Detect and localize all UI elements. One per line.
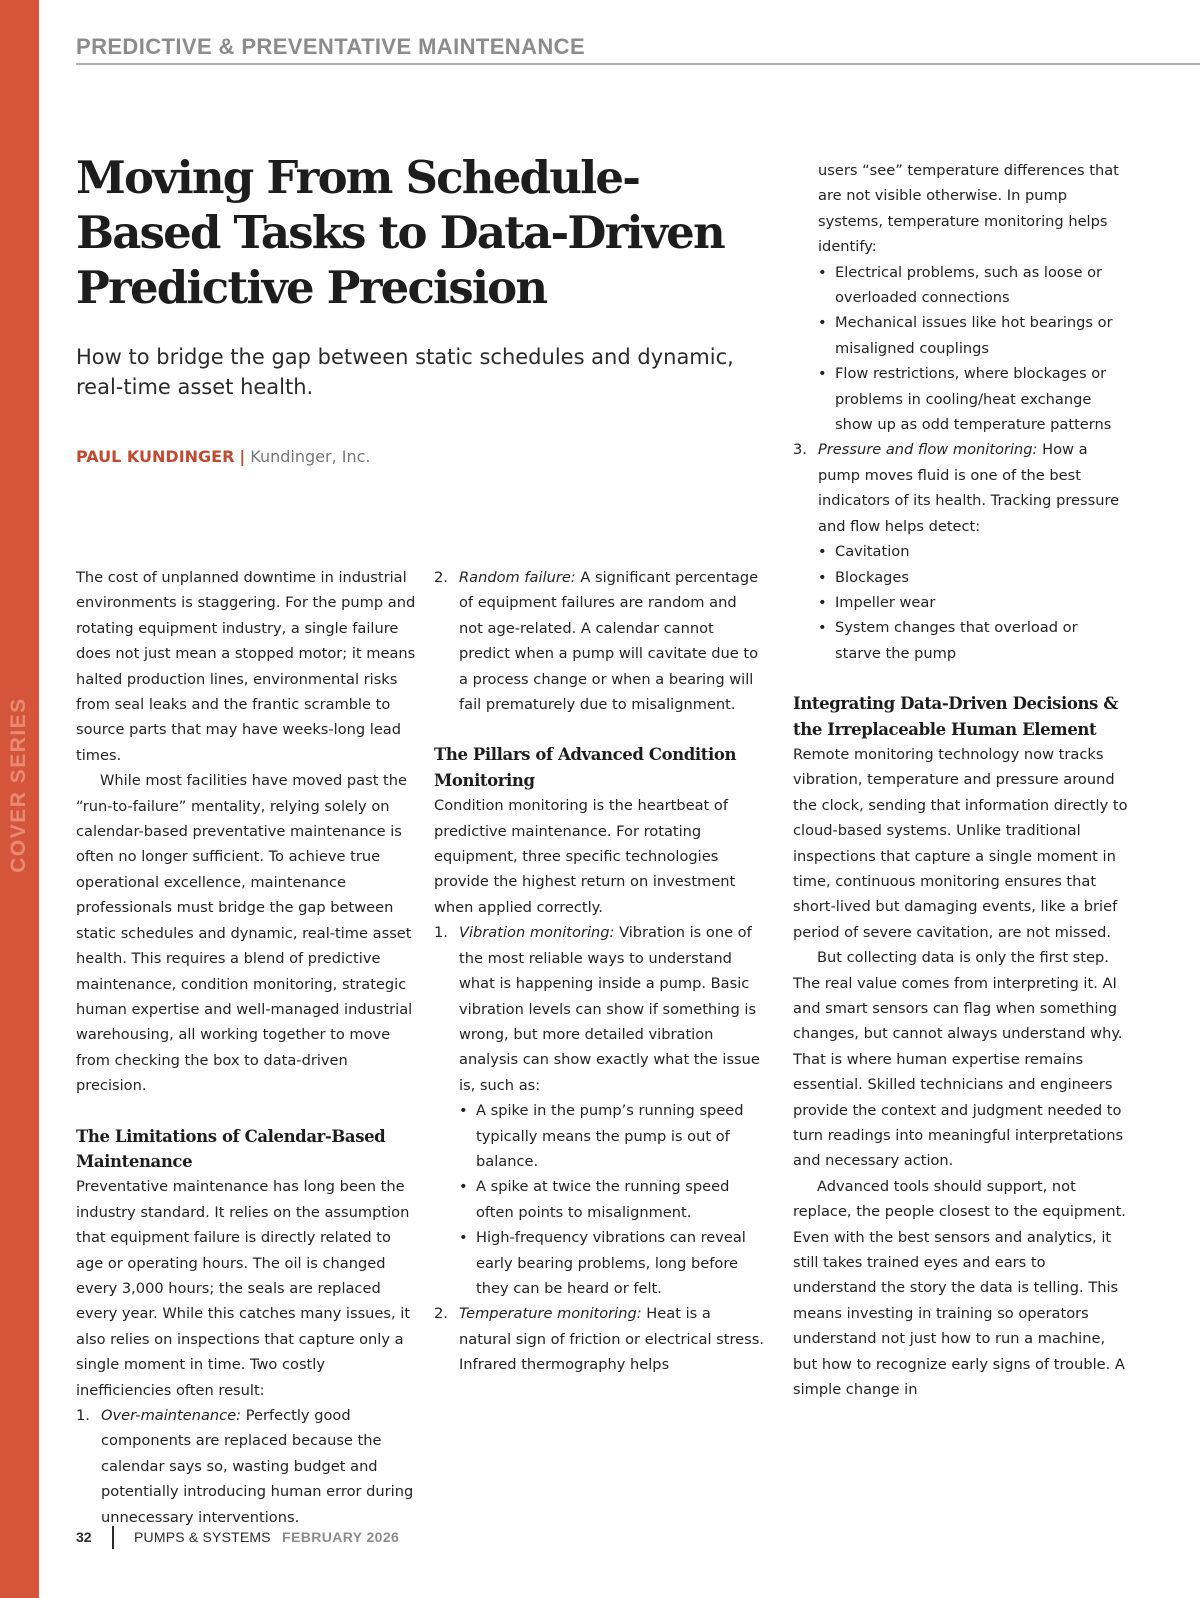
temperature-bullets bbox=[818, 260, 1128, 438]
bullet-item: • Impeller wear bbox=[818, 590, 1128, 615]
bullet-item: • Cavitation bbox=[818, 539, 1128, 564]
monitoring-item-pressure bbox=[793, 437, 1128, 666]
monitoring-item-temperature bbox=[434, 1301, 764, 1377]
header-rule bbox=[76, 63, 1200, 65]
page-number: 32 bbox=[76, 1529, 92, 1545]
integrating-paragraph: Remote monitoring technology now tracks vibration, temperature and pressure around the clock, sending that information directly to cloud-based systems. Unlike traditional inspections that capture a single moment in time, continuous monitoring ensures that short-lived but damaging events, like a brief period of severe cavitation, are not missed. bbox=[793, 745, 1128, 941]
list-number: 1. bbox=[76, 1407, 90, 1424]
author-name: PAUL KUNDINGER bbox=[76, 447, 235, 466]
issue-date: FEBRUARY 2026 bbox=[282, 1529, 400, 1545]
monitoring-list bbox=[434, 920, 764, 1377]
section-spacer bbox=[76, 1099, 416, 1124]
article-title: Moving From Schedule-Based Tasks to Data-Driven Predictive Precision bbox=[76, 151, 724, 314]
section-heading-limitations: The Limitations of Calendar-Based Maintenance bbox=[76, 1126, 386, 1171]
sidebar-label-box bbox=[4, 675, 34, 895]
list-text: A significant percentage of equipment failures are random and not age-related. A calendar cannot predict when a pump will cavitate due to a process change or when a bearing will fail prematurely due to misalignment. bbox=[459, 569, 759, 714]
footer-divider bbox=[112, 1526, 114, 1549]
sidebar-label: COVER SERIES bbox=[7, 697, 30, 873]
inefficiency-list bbox=[434, 565, 764, 717]
list-term: Over-maintenance: bbox=[101, 1407, 242, 1424]
section-header: PREDICTIVE & PREVENTATIVE MAINTENANCE bbox=[76, 34, 586, 59]
bullet-item: • High-frequency vibrations can reveal early bearing problems, long before they can be heard or felt. bbox=[459, 1225, 764, 1301]
list-term: Vibration monitoring: bbox=[459, 924, 615, 942]
pillars-paragraph: Condition monitoring is the heartbeat of predictive maintenance. For rotating equipment, three specific technologies provide the highest return on investment when applied correctly. bbox=[434, 797, 736, 916]
section-heading-pillars: The Pillars of Advanced Condition Monitoring bbox=[434, 745, 737, 790]
bullet-item: • Electrical problems, such as loose or overloaded connections bbox=[818, 260, 1128, 311]
section-heading-integrating: Integrating Data-Driven Decisions & the Irreplaceable Human Element bbox=[793, 694, 1118, 739]
cover-series-sidebar bbox=[0, 0, 39, 1598]
list-text: How a pump moves fluid is one of the best indicators of its health. Tracking pressure and flow helps detect: bbox=[818, 441, 1120, 535]
list-text: Vibration is one of the most reliable ways to understand what is happening inside a pump. Basic vibration levels can show if something is wrong, but more detailed vibration analysis can show exactly what the issue is, such as: bbox=[459, 924, 760, 1094]
inefficiency-item bbox=[434, 565, 764, 717]
list-term: Pressure and flow monitoring: bbox=[818, 441, 1038, 459]
bullet-item: • System changes that overload or starve the pump bbox=[818, 615, 1128, 666]
article-column-1 bbox=[76, 565, 416, 1530]
pressure-bullets bbox=[818, 539, 1128, 666]
publication-name: PUMPS & SYSTEMS bbox=[134, 1529, 271, 1545]
list-text: Heat is a natural sign of friction or electrical stress. Infrared thermography helps bbox=[459, 1305, 764, 1374]
list-number: 2. bbox=[434, 569, 448, 586]
monitoring-item-vibration bbox=[434, 920, 764, 1301]
list-term: Random failure: bbox=[459, 569, 576, 586]
bullet-item: • A spike in the pump’s running speed typically means the pump is out of balance. bbox=[459, 1098, 764, 1174]
bullet-item: • Blockages bbox=[818, 565, 1128, 590]
intro-paragraph: The cost of unplanned downtime in industrial environments is staggering. For the pump and rotating equipment industry, a single failure does not just mean a stopped motor; it means halted production lines, environmental risks from seal leaks and the frantic scramble to source parts that may have weeks-long lead times. bbox=[76, 569, 416, 764]
integrating-paragraph: But collecting data is only the first step. The real value comes from interpreting it. AI and smart sensors can flag when something changes, but cannot always understand why. That is where human expertise remains essential. Skilled technicians and engineers provide the context and judgment needed to turn readings into meaningful interpretations and necessary action. bbox=[793, 949, 1124, 1170]
inefficiency-item bbox=[76, 1403, 416, 1530]
list-number: 3. bbox=[793, 441, 807, 459]
section-spacer bbox=[793, 666, 1128, 691]
temperature-continuation bbox=[793, 158, 1128, 437]
limitations-paragraph: Preventative maintenance has long been the industry standard. It relies on the assumption that equipment failure is directly related to age or operating hours. The oil is changed every 3,000 hours; the seals are replaced every year. While this catches many issues, it also relies on inspections that capture only a single moment in time. Two costly inefficiencies often result: bbox=[76, 1178, 411, 1399]
list-number: 2. bbox=[434, 1305, 448, 1323]
intro-paragraph: While most facilities have moved past the “run-to-failure” mentality, relying solely on calendar-based preventative maintenance is often no longer sufficient. To achieve true operational excellence, maintenance professionals must bridge the gap between static schedules and dynamic, real-time asset health. This requires a blend of predictive maintenance, condition monitoring, strategic human expertise and well-managed industrial warehousing, all working together to move from checking the box to data-driven precision. bbox=[76, 772, 413, 1095]
bullet-item: • Mechanical issues like hot bearings or misaligned couplings bbox=[818, 310, 1128, 361]
section-spacer bbox=[434, 717, 764, 742]
article-subtitle: How to bridge the gap between static schedules and dynamic, real-time asset health. bbox=[76, 345, 734, 399]
byline bbox=[76, 447, 370, 466]
vibration-bullets bbox=[459, 1098, 764, 1301]
list-term: Temperature monitoring: bbox=[459, 1305, 642, 1323]
inefficiency-list bbox=[76, 1403, 416, 1530]
list-text: Perfectly good components are replaced because the calendar says so, wasting budget and potentially introducing human error during unnecessary interventions. bbox=[101, 1407, 414, 1526]
list-text: users “see” temperature differences that are not visible otherwise. In pump systems, temperature monitoring helps identify: bbox=[818, 162, 1119, 256]
article-column-2 bbox=[434, 565, 764, 1378]
monitoring-list bbox=[793, 437, 1128, 666]
author-affiliation: Kundinger, Inc. bbox=[250, 447, 371, 466]
byline-separator: | bbox=[239, 447, 246, 466]
bullet-item: • A spike at twice the running speed often points to misalignment. bbox=[459, 1174, 764, 1225]
article-column-3 bbox=[793, 158, 1128, 1403]
list-number: 1. bbox=[434, 924, 448, 942]
integrating-paragraph: Advanced tools should support, not replace, the people closest to the equipment. Even with the best sensors and analytics, it still takes trained eyes and ears to understand the story the data is telling. This means investing in training so operators understand not just how to run a machine, but how to recognize early signs of trouble. A simple change in bbox=[793, 1177, 1126, 1399]
bullet-item: • Flow restrictions, where blockages or problems in cooling/heat exchange show up as odd temperature patterns bbox=[818, 361, 1128, 437]
